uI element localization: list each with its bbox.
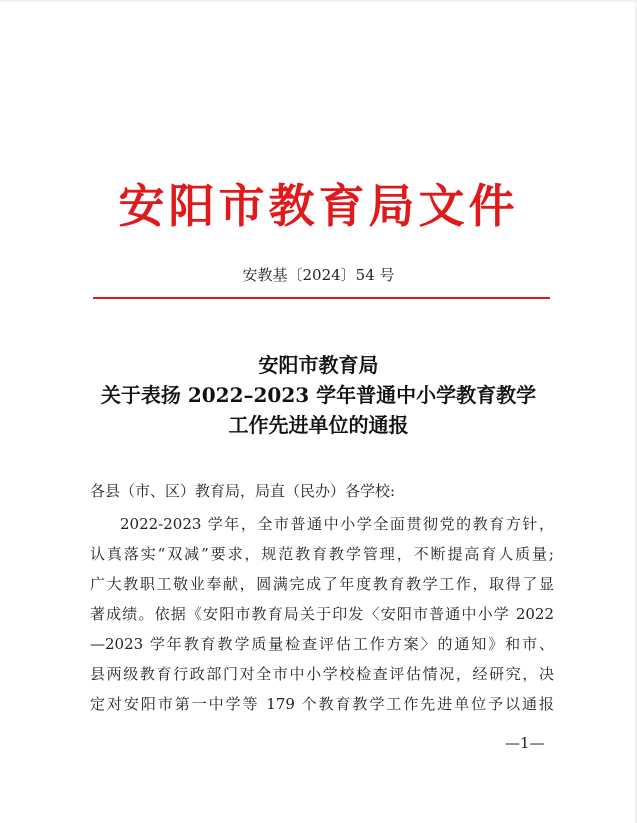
body-line: 县两级教育行政部门对全市中小学校检查评估情况，经研究，决 xyxy=(90,665,554,683)
document-title xyxy=(60,350,577,440)
page-top-edge xyxy=(0,0,637,2)
body-line: 2022-2023 学年，全市普通中小学全面贯彻党的教育方针， xyxy=(120,515,554,533)
red-divider-line xyxy=(93,297,550,299)
body-line: 著成绩。依据《安阳市教育局关于印发〈安阳市普通中小学 2022 xyxy=(90,605,554,623)
page-number: —1— xyxy=(505,734,545,752)
body-line: —2023 学年教育教学质量检查评估工作方案〉的通知》和市、 xyxy=(90,635,554,653)
body-paragraph xyxy=(90,509,554,719)
salutation: 各县（市、区）教育局，局直（民办）各学校: xyxy=(90,482,396,500)
title-line-2: 关于表扬 2022–2023 学年普通中小学教育教学 xyxy=(100,383,537,407)
title-line-3: 工作先进单位的通报 xyxy=(228,413,409,437)
body-line: 广大教职工敬业奉献，圆满完成了年度教育教学工作，取得了显 xyxy=(90,575,554,593)
body-line: 认真落实“双减”要求，规范教育教学管理，不断提高育人质量; xyxy=(90,545,554,563)
document-number: 安教基〔2024〕54 号 xyxy=(242,266,395,284)
body-line: 定对安阳市第一中学等 179 个教育教学工作先进单位予以通报 xyxy=(90,695,554,713)
title-line-1: 安阳市教育局 xyxy=(258,353,379,377)
masthead-title: 安阳市教育局文件 xyxy=(118,179,519,233)
